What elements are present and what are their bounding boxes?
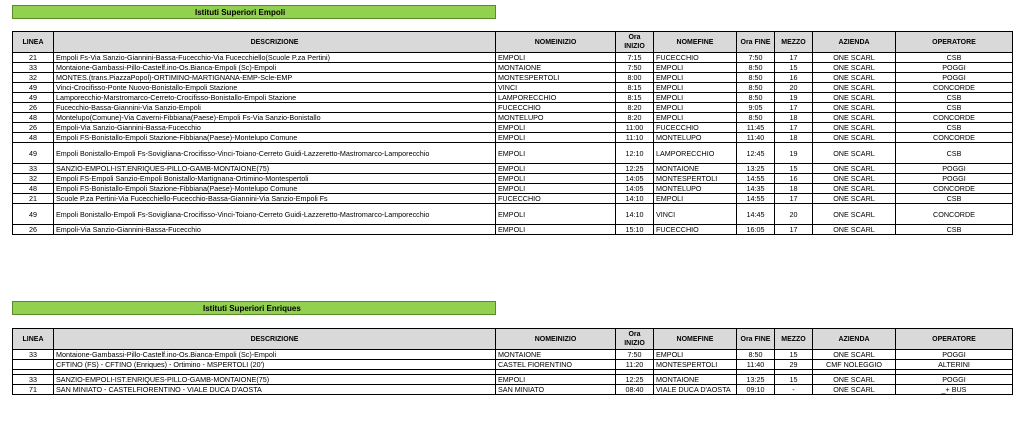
cell-descrizione: SAN MINIATO - CASTELFIORENTINO - VIALE DUCA D'AOSTA [54,385,496,395]
cell-nomefine: EMPOLI [654,113,737,123]
table-row [13,350,1013,360]
cell-mezzo: 15 [775,375,813,385]
cell-operatore: CSB [896,194,1013,204]
cell-nomefine: VINCI [654,204,737,225]
cell-linea: 48 [13,113,54,123]
cell-ora-fine: 09:10 [737,385,775,395]
cell-operatore: CSB [896,53,1013,63]
cell-ora-inizio: 8:15 [616,93,654,103]
cell-nomefine: EMPOLI [654,83,737,93]
cell-operatore: POGGI [896,174,1013,184]
cell-linea: 49 [13,204,54,225]
table-row [13,133,1013,143]
cell-operatore: POGGI [896,375,1013,385]
cell-ora-fine: 14:35 [737,184,775,194]
cell-nomeinizio: SAN MINIATO [496,385,616,395]
table-row [13,123,1013,133]
cell-ora-fine: 8:50 [737,350,775,360]
cell-azienda: ONE SCARL [813,143,896,164]
cell-nomefine: MONTESPERTOLI [654,174,737,184]
cell-ora-fine: 14:45 [737,204,775,225]
col-descrizione: DESCRIZIONE [54,329,496,350]
cell-ora-fine: 13:25 [737,375,775,385]
cell-ora-inizio: 8:00 [616,73,654,83]
cell-azienda: ONE SCARL [813,225,896,235]
cell-azienda: ONE SCARL [813,73,896,83]
cell-operatore: CONCORDE [896,184,1013,194]
col-ora-fine: Ora FINE [737,329,775,350]
cell-operatore: CSB [896,143,1013,164]
cell-descrizione: Empoli Bonistallo-Empoli Fs-Sovigliana-Crocifisso-Vinci-Toiano-Cerreto Guidi-Lazzeretto-Mastromarco-Lamporecchio [54,204,496,225]
cell-descrizione: Empoli Bonistallo-Empoli Fs-Sovigliana-Crocifisso-Vinci-Toiano-Cerreto Guidi-Lazzeretto-Mastromarco-Lamporecchio [54,143,496,164]
cell-operatore: POGGI [896,350,1013,360]
cell-azienda: ONE SCARL [813,350,896,360]
cell-mezzo: 18 [775,184,813,194]
cell-mezzo: 17 [775,123,813,133]
cell-ora-inizio: 8:15 [616,83,654,93]
table-row [13,375,1013,385]
cell-azienda: CMF NOLEGGIO [813,360,896,370]
cell-azienda: ONE SCARL [813,204,896,225]
cell-nomefine: LAMPORECCHIO [654,143,737,164]
table-row [13,83,1013,93]
cell-nomefine: MONTELUPO [654,184,737,194]
cell-ora-inizio: 12:25 [616,164,654,174]
schedule-table-enriques [12,328,1013,395]
cell-ora-inizio: 14:05 [616,184,654,194]
cell-ora-fine: 11:40 [737,133,775,143]
cell-descrizione: Montaione-Gambassi-Pillo-Castelf.ino-Os.Bianca-Empoli (Sc)-Empoli [54,350,496,360]
cell-nomefine: EMPOLI [654,73,737,83]
cell-ora-inizio: 12:10 [616,143,654,164]
cell-descrizione: MONTES.(trans.PiazzaPopol)-ORTIMINO-MARTIGNANA-EMP-Scle-EMP [54,73,496,83]
col-mezzo: MEZZO [775,32,813,53]
cell-descrizione: Scuole P.za Pertini-Via Fucecchiello-Fucecchio-Bassa-Giannini-Via Sanzio-Empoli Fs [54,194,496,204]
cell-nomefine: MONTELUPO [654,133,737,143]
cell-descrizione: Montelupo(Comune)-Via Caverni-Fibbiana(Paese)-Empoli Fs-Via Sanzio-Bonistallo [54,113,496,123]
cell-azienda: ONE SCARL [813,113,896,123]
table-header-row [13,32,1013,53]
table-row [13,63,1013,73]
cell-nomeinizio: EMPOLI [496,204,616,225]
cell-ora-inizio: 8:20 [616,113,654,123]
cell-ora-inizio: 14:10 [616,194,654,204]
cell-linea: 33 [13,164,54,174]
cell-nomeinizio: MONTELUPO [496,113,616,123]
col-linea: LINEA [13,32,54,53]
cell-nomefine: EMPOLI [654,93,737,103]
cell-mezzo: 17 [775,225,813,235]
cell-descrizione: Empoli Fs-Via Sanzio-Giannini-Bassa-Fucecchio-Via Fucecchiello(Scuole P.za Pertini) [54,53,496,63]
col-descrizione: DESCRIZIONE [54,32,496,53]
cell-azienda: ONE SCARL [813,63,896,73]
cell-azienda: ONE SCARL [813,133,896,143]
cell-descrizione: Fucecchio-Bassa-Giannini-Via Sanzio-Empoli [54,103,496,113]
col-azienda: AZIENDA [813,32,896,53]
cell-nomefine: MONTAIONE [654,164,737,174]
cell-linea: 33 [13,375,54,385]
cell-ora-fine: 8:50 [737,83,775,93]
cell-ora-fine: 13:25 [737,164,775,174]
cell-linea: 32 [13,73,54,83]
cell-nomefine: VIALE DUCA D'AOSTA [654,385,737,395]
cell-nomeinizio: EMPOLI [496,53,616,63]
cell-ora-inizio: 12:25 [616,375,654,385]
cell-operatore: POGGI [896,73,1013,83]
cell-ora-fine: 11:40 [737,360,775,370]
cell-linea: 71 [13,385,54,395]
table-row [13,73,1013,83]
cell-nomefine: FUCECCHIO [654,123,737,133]
table-row [13,194,1013,204]
cell-linea [13,360,54,370]
table-row [13,103,1013,113]
table-row [13,385,1013,395]
cell-azienda: ONE SCARL [813,83,896,93]
cell-descrizione: Vinci-Crocifisso-Ponte Nuovo-Bonistallo-Empoli Stazione [54,83,496,93]
cell-linea: 26 [13,103,54,113]
table-row [13,93,1013,103]
cell-linea: 21 [13,53,54,63]
cell-linea: 26 [13,225,54,235]
col-linea: LINEA [13,329,54,350]
cell-nomeinizio: CASTEL FIORENTINO [496,360,616,370]
cell-ora-fine: 16:05 [737,225,775,235]
cell-ora-inizio: 7:15 [616,53,654,63]
cell-azienda: ONE SCARL [813,184,896,194]
cell-operatore: CONCORDE [896,83,1013,93]
table-row [13,53,1013,63]
col-azienda: AZIENDA [813,329,896,350]
cell-azienda: ONE SCARL [813,375,896,385]
cell-azienda: ONE SCARL [813,194,896,204]
cell-azienda: ONE SCARL [813,93,896,103]
cell-linea: 49 [13,143,54,164]
cell-mezzo: 17 [775,53,813,63]
cell-nomeinizio: MONTESPERTOLI [496,73,616,83]
col-ora-inizio: Ora INIZIO [616,329,654,350]
table-header-row [13,329,1013,350]
cell-descrizione: Empoli-Via Sanzio-Giannini-Bassa-Fucecchio [54,225,496,235]
cell-descrizione: Empoli FS-Empoli Sanzio-Empoli Bonistallo-Martignana-Ortimino-Montespertoli [54,174,496,184]
cell-nomefine: MONTAIONE [654,375,737,385]
cell-mezzo: 20 [775,204,813,225]
col-operatore: OPERATORE [896,329,1013,350]
cell-operatore: POGGI [896,164,1013,174]
table-row [13,204,1013,225]
cell-mezzo: 18 [775,133,813,143]
cell-operatore: CSB [896,103,1013,113]
cell-ora-fine: 14:55 [737,194,775,204]
cell-nomeinizio: EMPOLI [496,164,616,174]
cell-descrizione: SANZIO-EMPOLI-IST.ENRIQUES-PILLO-GAMB-MONTAIONE(75) [54,375,496,385]
cell-mezzo: 16 [775,73,813,83]
cell-ora-fine: 12:45 [737,143,775,164]
cell-nomefine: EMPOLI [654,350,737,360]
table-row [13,360,1013,370]
cell-descrizione: Montaione-Gambassi-Pillo-Castelf.ino-Os.Bianca-Empoli (Sc)-Empoli [54,63,496,73]
cell-ora-inizio: 14:05 [616,174,654,184]
section-title-enriques: Istituti Superiori Enriques [12,301,496,315]
cell-linea: 33 [13,350,54,360]
cell-linea: 48 [13,133,54,143]
cell-mezzo: 20 [775,83,813,93]
cell-linea: 33 [13,63,54,73]
cell-mezzo: 17 [775,194,813,204]
cell-operatore: POGGI [896,63,1013,73]
cell-nomeinizio: EMPOLI [496,225,616,235]
cell-mezzo: 18 [775,113,813,123]
col-nomeinizio: NOMEINIZIO [496,32,616,53]
cell-azienda: ONE SCARL [813,123,896,133]
cell-operatore: CONCORDE [896,204,1013,225]
cell-ora-inizio: 15:10 [616,225,654,235]
cell-ora-fine: 8:50 [737,113,775,123]
table-row [13,184,1013,194]
cell-ora-fine: 8:50 [737,63,775,73]
cell-nomefine: FUCECCHIO [654,225,737,235]
cell-mezzo: - [775,385,813,395]
cell-ora-fine: 8:50 [737,93,775,103]
cell-descrizione: Empoli-Via Sanzio-Giannini-Bassa-Fucecchio [54,123,496,133]
cell-nomefine: FUCECCHIO [654,53,737,63]
cell-nomeinizio: EMPOLI [496,184,616,194]
cell-ora-inizio: 7:50 [616,350,654,360]
table-row [13,164,1013,174]
cell-nomefine: EMPOLI [654,194,737,204]
cell-ora-inizio: 7:50 [616,63,654,73]
cell-operatore: _+ BUS [896,385,1013,395]
cell-ora-inizio: 11:20 [616,360,654,370]
cell-nomefine: EMPOLI [654,103,737,113]
cell-ora-inizio: 08:40 [616,385,654,395]
cell-azienda: ONE SCARL [813,164,896,174]
cell-operatore: CONCORDE [896,133,1013,143]
cell-azienda: ONE SCARL [813,385,896,395]
cell-nomeinizio: EMPOLI [496,174,616,184]
col-nomefine: NOMEFINE [654,32,737,53]
cell-nomeinizio: FUCECCHIO [496,194,616,204]
cell-linea: 26 [13,123,54,133]
cell-mezzo: 15 [775,350,813,360]
table-row [13,143,1013,164]
cell-linea: 21 [13,194,54,204]
table-row [13,174,1013,184]
cell-operatore: ALTERINI [896,360,1013,370]
cell-nomeinizio: EMPOLI [496,143,616,164]
cell-ora-fine: 9:05 [737,103,775,113]
cell-nomeinizio: EMPOLI [496,123,616,133]
cell-ora-fine: 14:55 [737,174,775,184]
cell-mezzo: 15 [775,164,813,174]
cell-linea: 49 [13,83,54,93]
col-mezzo: MEZZO [775,329,813,350]
schedule-table-empoli [12,31,1013,235]
cell-nomeinizio: MONTAIONE [496,63,616,73]
cell-mezzo: 16 [775,174,813,184]
cell-linea: 48 [13,184,54,194]
cell-mezzo: 19 [775,143,813,164]
section-title-empoli: Istituti Superiori Empoli [12,5,496,19]
cell-descrizione: CFTINO (FS) - CFTINO (Enriques) - Ortimino - MSPERTOLI (20') [54,360,496,370]
cell-ora-fine: 8:50 [737,73,775,83]
cell-operatore: CSB [896,93,1013,103]
cell-azienda: ONE SCARL [813,53,896,63]
cell-descrizione: Lamporecchio-Marstromarco-Cerreto-Crocifisso-Bonistallo-Empoli Stazione [54,93,496,103]
cell-nomeinizio: LAMPORECCHIO [496,93,616,103]
cell-nomeinizio: EMPOLI [496,375,616,385]
cell-mezzo: 19 [775,93,813,103]
col-nomefine: NOMEFINE [654,329,737,350]
cell-operatore: CONCORDE [896,113,1013,123]
cell-azienda: ONE SCARL [813,174,896,184]
cell-descrizione: SANZIO-EMPOLI-IST.ENRIQUES-PILLO-GAMB-MONTAIONE(75) [54,164,496,174]
col-nomeinizio: NOMEINIZIO [496,329,616,350]
cell-nomefine: MONTESPERTOLI [654,360,737,370]
cell-mezzo: 15 [775,63,813,73]
table-row [13,225,1013,235]
cell-ora-fine: 11:45 [737,123,775,133]
cell-nomeinizio: MONTAIONE [496,350,616,360]
cell-linea: 32 [13,174,54,184]
table-row [13,113,1013,123]
cell-nomeinizio: FUCECCHIO [496,103,616,113]
cell-mezzo: 17 [775,103,813,113]
col-operatore: OPERATORE [896,32,1013,53]
cell-ora-inizio: 14:10 [616,204,654,225]
cell-nomefine: EMPOLI [654,63,737,73]
cell-descrizione: Empoli FS-Bonistallo-Empoli Stazione-Fibbiana(Paese)-Montelupo Comune [54,133,496,143]
cell-nomeinizio: EMPOLI [496,133,616,143]
cell-ora-inizio: 11:00 [616,123,654,133]
cell-operatore: CSB [896,225,1013,235]
col-ora-inizio: Ora INIZIO [616,32,654,53]
cell-ora-inizio: 8:20 [616,103,654,113]
cell-ora-fine: 7:50 [737,53,775,63]
cell-descrizione: Empoli FS-Bonistallo-Empoli Stazione-Fibbiana(Paese)-Montelupo Comune [54,184,496,194]
cell-azienda: ONE SCARL [813,103,896,113]
col-ora-fine: Ora FINE [737,32,775,53]
cell-nomeinizio: VINCI [496,83,616,93]
cell-ora-inizio: 11:10 [616,133,654,143]
cell-linea: 49 [13,93,54,103]
cell-mezzo: 29 [775,360,813,370]
cell-operatore: CSB [896,123,1013,133]
